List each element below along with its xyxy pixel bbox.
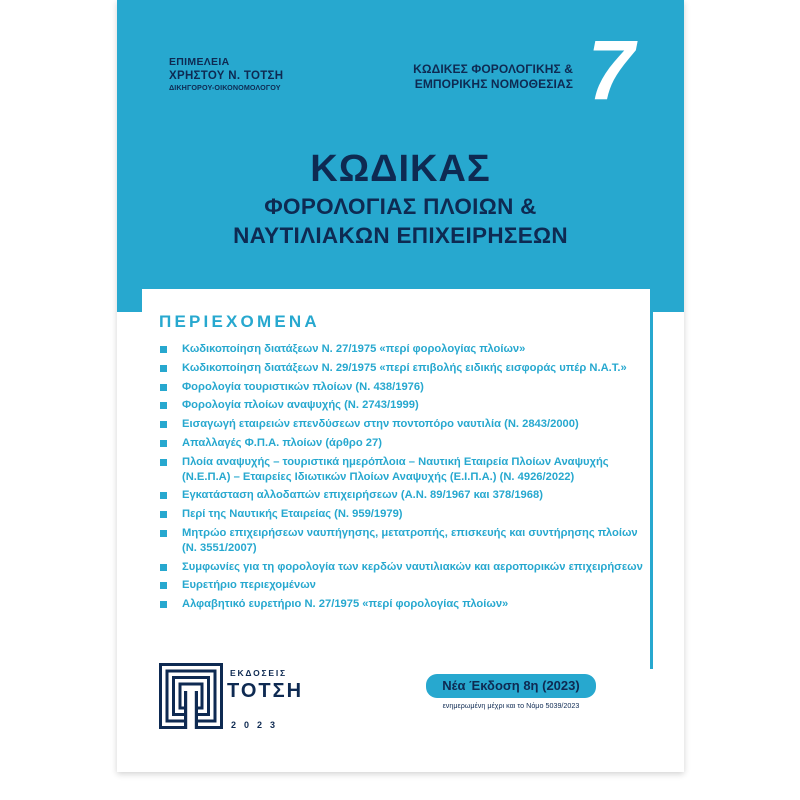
contents-item-text: Κωδικοποίηση διατάξεων Ν. 29/1975 «περί επιβολής ειδικής εισφοράς υπέρ Ν.Α.Τ.» [182,361,627,374]
bullet-square-icon [160,365,167,372]
contents-item [157,398,647,413]
title-line-2: ΦΟΡΟΛΟΓΙΑΣ ΠΛΟΙΩΝ & [264,194,537,219]
contents-list [157,342,647,616]
bullet-square-icon [160,440,167,447]
editor-name: ΧΡΗΣΤΟΥ Ν. ΤΟΤΣΗ [169,70,284,82]
series-title [383,62,573,92]
contents-item-text: Κωδικοποίηση διατάξεων Ν. 27/1975 «περί φορολογίας πλοίων» [182,343,526,355]
contents-item-text: Ευρετήριο περιεχομένων [182,579,316,592]
contents-heading: ΠΕΡΙΕΧΟΜΕΝΑ [159,312,320,331]
title-line-3: ΝΑΥΤΙΛΙΑΚΩΝ ΕΠΙΧΕΙΡΗΣΕΩΝ [233,223,568,248]
contents-item-text: Φορολογία πλοίων αναψυχής (Ν. 2743/1999) [182,399,419,412]
bullet-square-icon [160,384,167,391]
bullet-square-icon [160,511,167,518]
contents-item [157,380,647,395]
contents-item [157,417,647,432]
volume-number: 7 [587,23,635,117]
bullet-square-icon [160,530,167,537]
bullet-square-icon [160,492,167,499]
contents-item [157,488,647,503]
publisher-logo-icon [159,663,223,729]
contents-item [157,560,647,575]
edition-block [408,674,614,710]
bullet-square-icon [160,402,167,409]
series-line-2: ΕΜΠΟΡΙΚΗΣ ΝΟΜΟΘΕΣΙΑΣ [414,77,573,91]
editor-label: ΕΠΙΜΕΛΕΙΑ [169,56,230,68]
contents-item [157,597,647,612]
contents-item-text: Εγκατάσταση αλλοδαπών επιχειρήσεων (Α.Ν. 89/1967 και 378/1968) [182,489,543,502]
contents-item [157,436,647,451]
book-title [117,146,684,250]
title-line-1: ΚΩΔΙΚΑΣ [310,148,491,190]
contents-item [157,342,647,357]
bullet-square-icon [160,582,167,589]
publisher-year: 2023 [231,720,284,730]
contents-item [157,361,647,376]
book-cover [117,0,684,772]
contents-item-text: Απαλλαγές Φ.Π.Α. πλοίων (άρθρο 27) [182,436,382,449]
bullet-square-icon [160,459,167,466]
contents-item [157,507,647,522]
bullet-square-icon [160,601,167,608]
series-line-1: ΚΩΔΙΚΕΣ ΦΟΡΟΛΟΓΙΚΗΣ & [413,62,573,76]
bullet-square-icon [160,421,167,428]
bullet-square-icon [160,346,167,353]
contents-item-text: Εισαγωγή εταιρειών επενδύσεων στην ποντοπόρο ναυτιλία (Ν. 2843/2000) [182,418,579,431]
edition-badge: Νέα Έκδοση 8η (2023) [426,674,595,698]
contents-item-text: Πλοία αναψυχής – τουριστικά ημερόπλοια – Ναυτική Εταιρεία Πλοίων Αναψυχής (Ν.Ε.Π.Α) – Εταιρείες Ιδιωτικών Πλοίων Αναψυχής (Ε.Ι.Π.Α.) (Ν. 4926/2022) [182,455,609,483]
bullet-square-icon [160,564,167,571]
contents-item [157,526,647,556]
contents-item [157,578,647,593]
publisher-label: ΕΚΔΟΣΕΙΣ [230,668,287,678]
publisher-block [159,663,304,743]
publisher-name: ΤΟΤΣΗ [227,680,304,702]
editor-block [169,56,339,93]
edition-note: ενημερωμένη μέχρι και το Νόμο 5039/2023 [442,701,580,710]
contents-item [157,455,647,485]
contents-item-text: Συμφωνίες για τη φορολογία των κερδών ναυτιλιακών και αεροπορικών επιχειρήσεων [182,560,643,573]
contents-item-text: Μητρώο επιχειρήσεων ναυπήγησης, μετατροπής, επισκευής και συντήρησης πλοίων (Ν. 3551/2007) [182,526,638,554]
contents-item-text: Αλφαβητικό ευρετήριο Ν. 27/1975 «περί φορολογίας πλοίων» [182,598,509,611]
contents-item-text: Φορολογία τουριστικών πλοίων (Ν. 438/1976) [182,380,424,393]
contents-item-text: Περί της Ναυτικής Εταιρείας (Ν. 959/1979) [182,508,403,521]
editor-title: ΔΙΚΗΓΟΡΟΥ-ΟΙΚΟΝΟΜΟΛΟΓΟΥ [169,83,281,92]
